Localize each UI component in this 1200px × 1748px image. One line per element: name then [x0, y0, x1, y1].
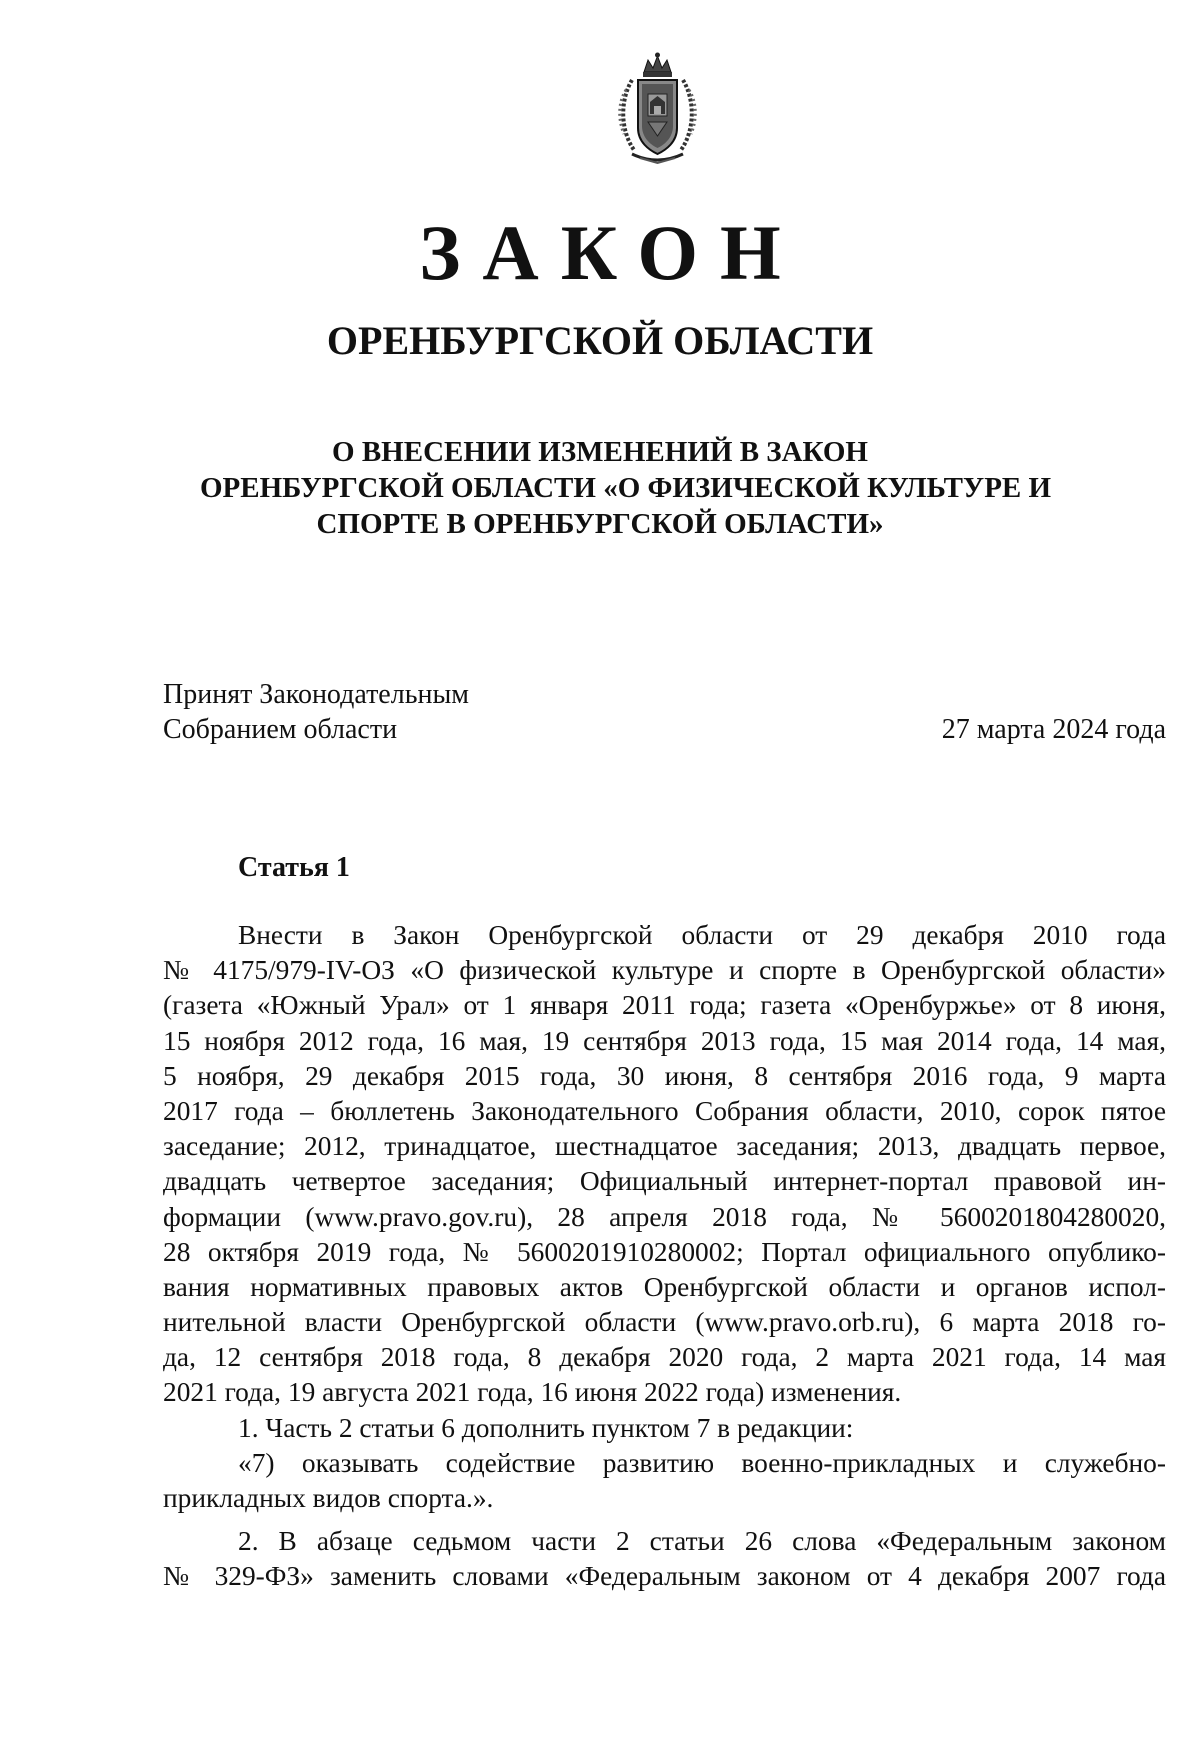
coat-of-arms-icon: [610, 50, 705, 168]
law-title: [200, 434, 1052, 542]
paragraph-line: 28 октября 2019 года, № 5600201910280002; Портал официального опублико-: [163, 1236, 1166, 1267]
article-heading: Статья 1: [238, 852, 350, 883]
paragraph-line: 15 ноября 2012 года, 16 мая, 19 сентября 2013 года, 15 мая 2014 года, 14 мая,: [163, 1025, 1166, 1056]
law-title-line: О ВНЕСЕНИИ ИЗМЕНЕНИЙ В ЗАКОН: [332, 436, 868, 468]
paragraph-line: заседание; 2012, тринадцатое, шестнадцатое заседания; 2013, двадцать первое,: [163, 1131, 1166, 1162]
law-title-line: СПОРТЕ В ОРЕНБУРГСКОЙ ОБЛАСТИ»: [316, 508, 884, 540]
paragraph-line: Внести в Закон Оренбургской области от 29 декабря 2010 года: [238, 920, 1166, 950]
paragraph-line: (газета «Южный Урал» от 1 января 2011 года; газета «Оренбуржье» от 8 июня,: [163, 990, 1166, 1021]
law-heading: ЗАКОН: [419, 209, 803, 296]
adoption-line: Принят Законодательным: [163, 679, 469, 710]
adoption-line: Собранием области: [163, 714, 398, 745]
quote-line: прикладных видов спорта.».: [163, 1483, 494, 1513]
list-item: 2. В абзаце седьмом части 2 статьи 26 слова «Федеральным законом: [238, 1526, 1166, 1557]
adoption-date: 27 марта 2024 года: [941, 714, 1166, 745]
list-item-line: № 329-ФЗ» заменить словами «Федеральным законом от 4 декабря 2007 года: [163, 1561, 1166, 1592]
paragraph-line: да, 12 сентября 2018 года, 8 декабря 2020 года, 2 марта 2021 года, 14 мая: [163, 1342, 1166, 1373]
paragraph-line: формации (www.pravo.gov.ru), 28 апреля 2018 года, № 5600201804280020,: [163, 1201, 1166, 1232]
paragraph-line: 2017 года – бюллетень Законодательного Собрания области, 2010, сорок пятое: [163, 1095, 1166, 1126]
paragraph-line: № 4175/979-IV-ОЗ «О физической культуре и спорте в Оренбургской области»: [163, 955, 1166, 986]
law-title-line: ОРЕНБУРГСКОЙ ОБЛАСТИ «О ФИЗИЧЕСКОЙ КУЛЬТУРЕ И: [200, 472, 1052, 504]
paragraph-line: вания нормативных правовых актов Оренбургской области и органов испол-: [163, 1271, 1166, 1302]
adoption-note: [163, 677, 469, 747]
paragraph-line: нительной власти Оренбургской области (www.pravo.orb.ru), 6 марта 2018 го-: [163, 1307, 1166, 1338]
quote-line: «7) оказывать содействие развитию военно-прикладных и служебно-: [238, 1447, 1166, 1478]
paragraph-line: 5 ноября, 29 декабря 2015 года, 30 июня, 8 сентября 2016 года, 9 марта: [163, 1060, 1166, 1091]
list-item: 1. Часть 2 статьи 6 дополнить пунктом 7 в редакции:: [238, 1412, 854, 1443]
article-body: [163, 918, 1166, 1595]
paragraph-line: 2021 года, 19 августа 2021 года, 16 июня 2022 года) изменения.: [163, 1377, 902, 1408]
region-heading: ОРЕНБУРГСКОЙ ОБЛАСТИ: [326, 318, 874, 363]
paragraph-line: двадцать четвертое заседания; Официальный интернет-портал правовой ин-: [163, 1166, 1166, 1197]
